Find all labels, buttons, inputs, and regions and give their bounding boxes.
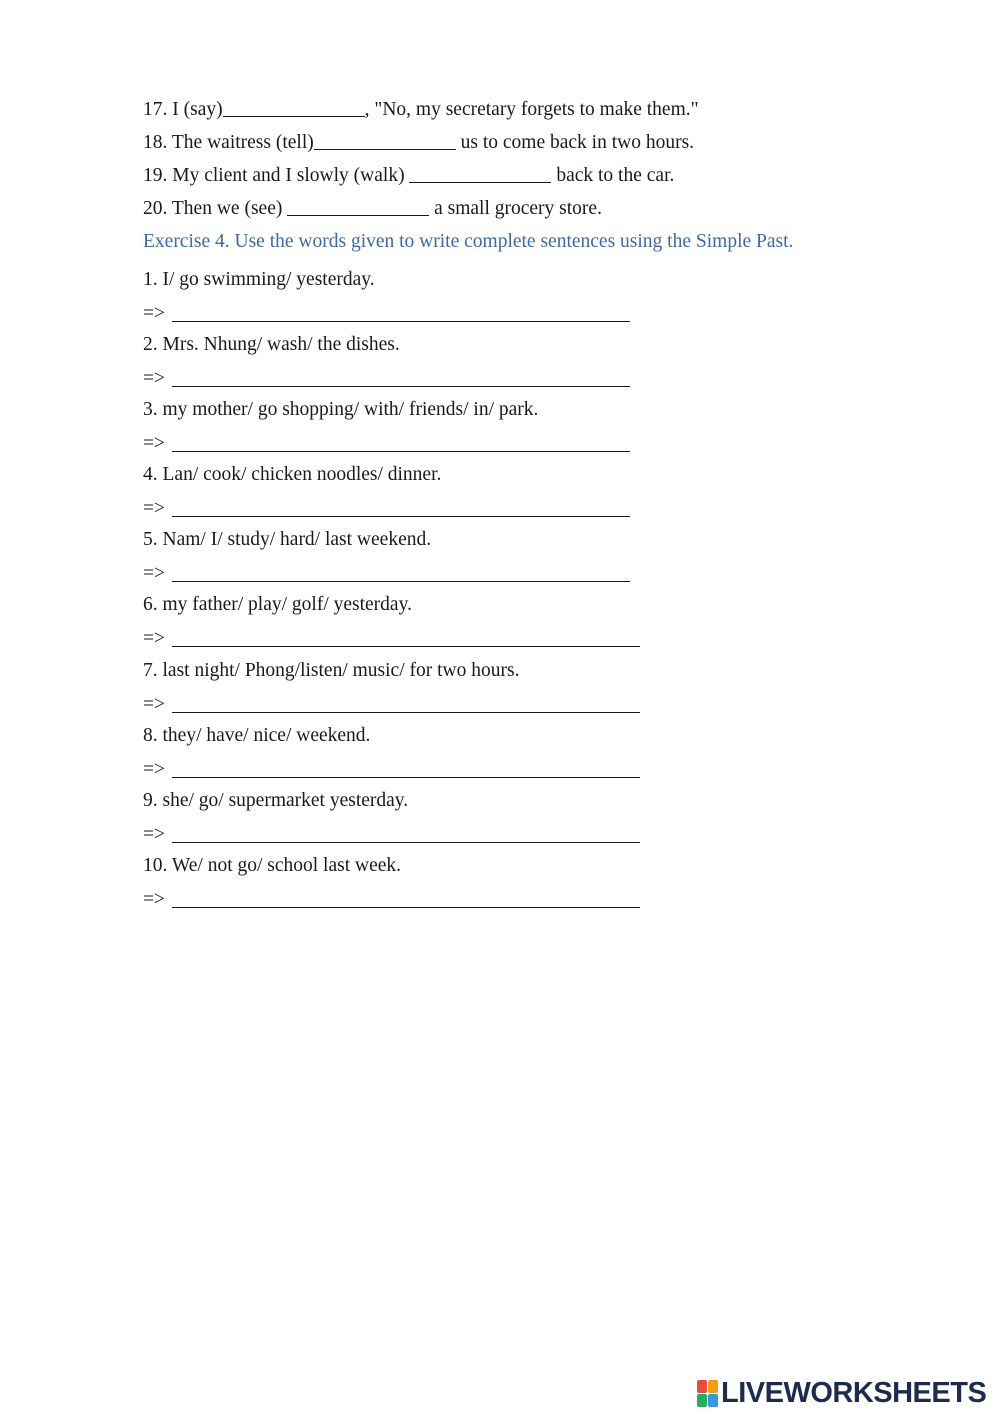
logo-icon <box>697 1380 718 1407</box>
answer-arrow: => <box>143 498 165 519</box>
answer-arrow: => <box>143 628 165 649</box>
ex4-answer-2 <box>143 365 630 391</box>
liveworksheets-logo[interactable] <box>697 1378 986 1408</box>
item-17-blank[interactable] <box>223 98 365 117</box>
ex4-answer-10-blank[interactable] <box>172 889 640 908</box>
ex4-answer-4 <box>143 495 630 521</box>
item-18-prompt: 18. The waitress (tell) <box>143 132 314 153</box>
item-18 <box>143 129 694 155</box>
item-19-prompt: 19. My client and I slowly (walk) <box>143 165 410 186</box>
ex4-answer-9 <box>143 821 640 847</box>
item-20-suffix: a small grocery store. <box>429 198 602 219</box>
item-20-blank[interactable] <box>287 197 429 216</box>
logo-block-red <box>697 1380 707 1393</box>
ex4-answer-7-blank[interactable] <box>172 694 640 713</box>
ex4-answer-6-blank[interactable] <box>172 628 640 647</box>
logo-text: LIVEWORKSHEETS <box>721 1377 987 1409</box>
ex4-answer-2-blank[interactable] <box>172 368 630 387</box>
item-17-suffix: , "No, my secretary forgets to make them." <box>364 99 699 120</box>
ex4-item-8: 8. they/ have/ nice/ weekend. <box>143 725 371 746</box>
item-17-prompt: 17. I (say) <box>143 99 223 120</box>
answer-arrow: => <box>143 759 165 780</box>
ex4-item-10: 10. We/ not go/ school last week. <box>143 855 402 876</box>
answer-arrow: => <box>143 368 165 389</box>
ex4-answer-3 <box>143 430 630 456</box>
ex4-answer-6 <box>143 625 640 651</box>
item-20-prompt: 20. Then we (see) <box>143 198 288 219</box>
logo-block-green <box>697 1394 707 1407</box>
item-17 <box>143 96 699 122</box>
logo-block-blue <box>708 1394 718 1407</box>
answer-arrow: => <box>143 303 165 324</box>
ex4-item-4: 4. Lan/ cook/ chicken noodles/ dinner. <box>143 464 442 485</box>
item-18-suffix: us to come back in two hours. <box>455 132 695 153</box>
ex4-item-9: 9. she/ go/ supermarket yesterday. <box>143 790 409 811</box>
ex4-answer-1 <box>143 300 630 326</box>
ex4-answer-8 <box>143 756 640 782</box>
ex4-answer-8-blank[interactable] <box>172 759 640 778</box>
ex4-answer-5-blank[interactable] <box>172 563 630 582</box>
item-19-blank[interactable] <box>409 164 551 183</box>
exercise-4-heading: Exercise 4. Use the words given to write complete sentences using the Simple Past. <box>143 231 794 252</box>
ex4-answer-4-blank[interactable] <box>172 498 630 517</box>
ex4-answer-10 <box>143 886 640 912</box>
ex4-answer-7 <box>143 691 640 717</box>
ex4-item-7: 7. last night/ Phong/listen/ music/ for two hours. <box>143 660 520 681</box>
ex4-answer-9-blank[interactable] <box>172 824 640 843</box>
answer-arrow: => <box>143 824 165 845</box>
ex4-item-3: 3. my mother/ go shopping/ with/ friends/ in/ park. <box>143 399 539 420</box>
logo-block-orange <box>708 1380 718 1393</box>
ex4-item-2: 2. Mrs. Nhung/ wash/ the dishes. <box>143 334 400 355</box>
ex4-answer-3-blank[interactable] <box>172 433 630 452</box>
ex4-item-6: 6. my father/ play/ golf/ yesterday. <box>143 594 412 615</box>
item-19-suffix: back to the car. <box>551 165 675 186</box>
ex4-answer-5 <box>143 560 630 586</box>
answer-arrow: => <box>143 694 165 715</box>
item-18-blank[interactable] <box>314 131 456 150</box>
ex4-answer-1-blank[interactable] <box>172 303 630 322</box>
answer-arrow: => <box>143 433 165 454</box>
item-20 <box>143 195 602 221</box>
ex4-item-5: 5. Nam/ I/ study/ hard/ last weekend. <box>143 529 432 550</box>
answer-arrow: => <box>143 889 165 910</box>
ex4-item-1: 1. I/ go swimming/ yesterday. <box>143 269 375 290</box>
answer-arrow: => <box>143 563 165 584</box>
item-19 <box>143 162 674 188</box>
